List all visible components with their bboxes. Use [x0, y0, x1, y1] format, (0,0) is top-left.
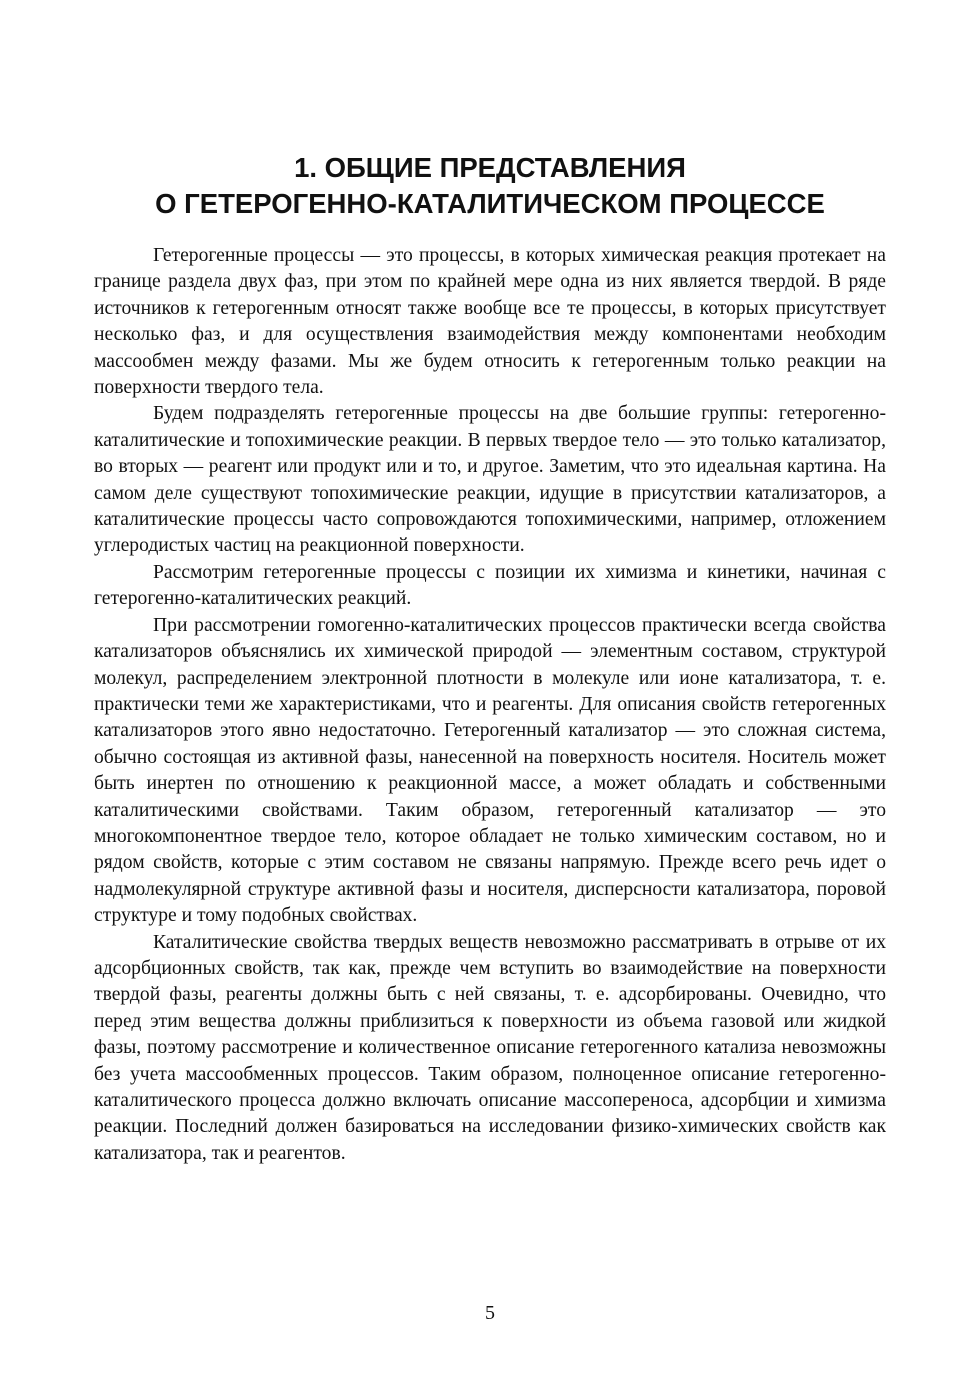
paragraph-5: Каталитические свойства твердых веществ невозможно рассматривать в отрыве от их адсорбционных свойств, так как, прежде чем вступить во взаимодействие на поверхности твердой фазы, реагенты должны быть с ней связаны, т. е. адсорбированы. Очевидно, что перед этим вещества должны приблизиться к поверхности из объема газовой или жидкой фазы, поэтому рассмотрение и количественное описание гетерогенного катализа невозможны без учета массообменных процессов. Таким образом, полноценное описание гетерогенно-каталитического процесса должно включать описание массопереноса, адсорбции и химизма реакции. Последний должен базироваться на исследовании физико-химических свойств как катализатора, так и реагентов. [94, 931, 886, 1164]
chapter-heading [94, 150, 886, 222]
paragraph-2: Будем подразделять гетерогенные процессы на две большие группы: гетерогенно-каталитические и топохимические реакции. В первых твердое тело — это только катализатор, во вторых — реагент или продукт или и то, и другое. Заметим, что это идеальная картина. На самом деле существуют топохимические реакции, идущие в присутствии катализаторов, а каталитические процессы часто сопровождаются топохимическими, например, отложением углеродистых частиц на реакционной поверхности. [94, 403, 886, 557]
chapter-heading-line-1: 1. ОБЩИЕ ПРЕДСТАВЛЕНИЯ [294, 152, 686, 183]
paragraph-1: Гетерогенные процессы — это процессы, в которых химическая реакция протекает на границе раздела двух фаз, при этом по крайней мере одна из них является твердой. В ряде источников к гетерогенным относят также вообще все те процессы, в которых присутствует несколько фаз, и для осуществления взаимодействия между компонентами необходим массообмен между фазами. Мы же будем относить к гетерогенным только реакции на поверхности твердого тела. [94, 245, 886, 399]
paragraph-4: При рассмотрении гомогенно-каталитических процессов практически всегда свойства катализаторов объяснялись их химической природой — элементным составом, структурой молекул, распределением электронной плотности в молекуле или ионе катализатора, т. е. практически теми же характеристиками, что и реагенты. Для описания свойств гетерогенных катализаторов этого явно недостаточно. Гетерогенный катализатор — это сложная система, обычно состоящая из активной фазы, нанесенной на поверхность носителя. Носитель может быть инертен по отношению к реакционной массе, а может обладать и собственными каталитическими свойствами. Таким образом, гетерогенный катализатор — это многокомпонентное твердое тело, которое обладает не только химическим составом, но и рядом свойств, которые с этим составом не связаны напрямую. Прежде всего речь идет о надмолекулярной структуре активной фазы и носителя, дисперсности катализатора, поровой структуре и тому подобных свойствах. [94, 614, 886, 927]
paragraph-3: Рассмотрим гетерогенные процессы с позиции их химизма и кинетики, начиная с гетерогенно-каталитических реакций. [94, 561, 886, 610]
body-text [94, 243, 886, 1167]
chapter-heading-line-2: О ГЕТЕРОГЕННО-КАТАЛИТИЧЕСКОМ ПРОЦЕССЕ [155, 188, 825, 219]
page-number: 5 [485, 1302, 495, 1324]
